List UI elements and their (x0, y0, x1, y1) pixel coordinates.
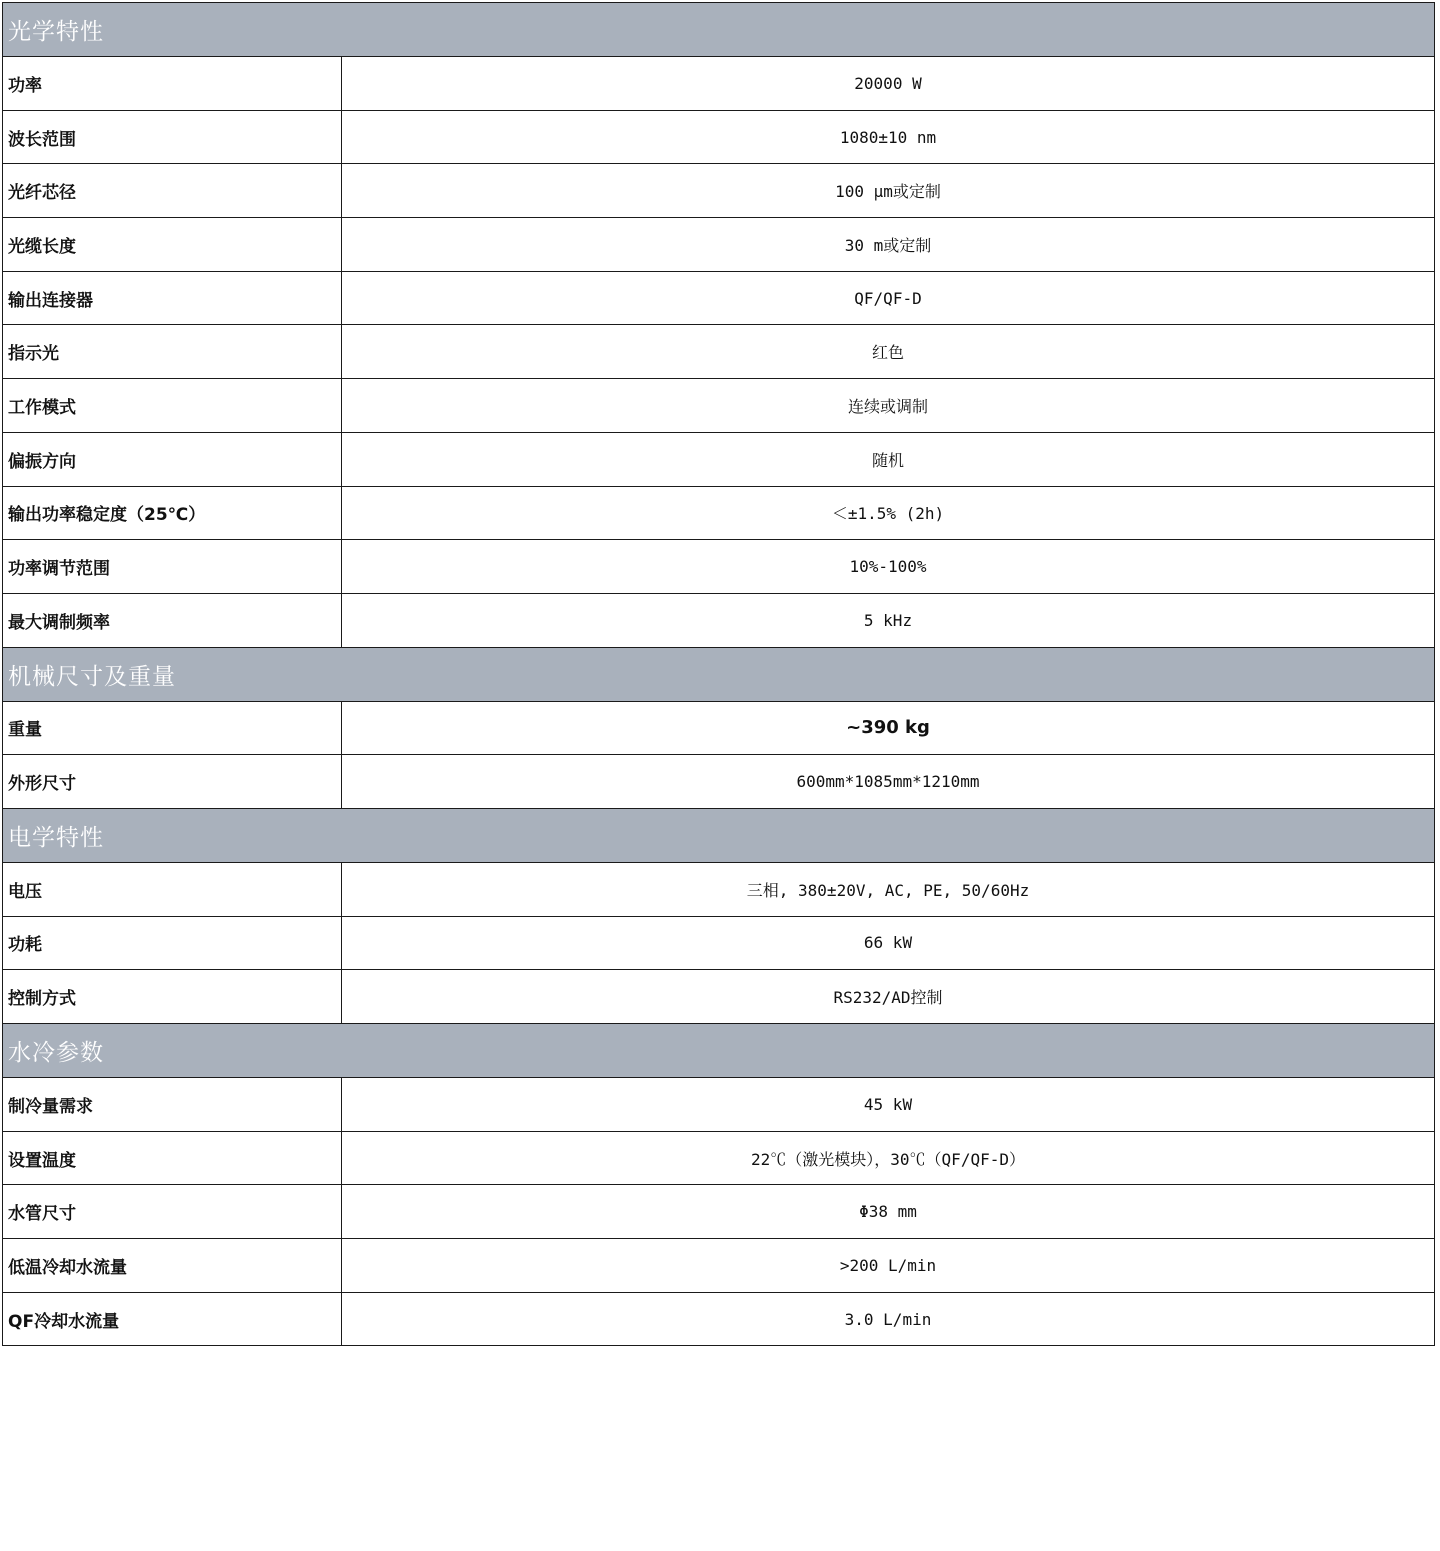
row-label: 低温冷却水流量 (3, 1239, 342, 1292)
table-row (3, 57, 1434, 111)
row-label: 重量 (3, 702, 342, 755)
row-value: 5 kHz (863, 610, 913, 630)
row-label: 水管尺寸 (3, 1185, 342, 1238)
table-row (3, 1293, 1434, 1347)
table-row (3, 970, 1434, 1024)
row-value: ＜±1.5% (2h) (831, 504, 945, 524)
table-row (3, 1239, 1434, 1293)
table-row (3, 379, 1434, 433)
table-row (3, 325, 1434, 379)
row-value: 100 μm或定制 (835, 182, 941, 202)
row-value: 连续或调制 (847, 396, 928, 416)
table-row (3, 917, 1434, 971)
row-value: >200 L/min (839, 1255, 937, 1275)
row-label: 指示光 (3, 325, 342, 378)
table-row (3, 863, 1434, 917)
table-row (3, 272, 1434, 326)
row-value: 随机 (871, 450, 904, 470)
row-label: 电压 (3, 863, 342, 916)
table-row (3, 1078, 1434, 1132)
row-value: 3.0 L/min (844, 1309, 932, 1329)
row-value: ~390 kg (846, 717, 930, 739)
row-value: 1080±10 nm (839, 127, 937, 147)
table-row (3, 111, 1434, 165)
row-label: 功耗 (3, 917, 342, 970)
row-value: 10%-100% (849, 557, 927, 577)
row-value: 600mm*1085mm*1210mm (796, 772, 980, 792)
row-value: 20000 W (854, 73, 922, 93)
section-header-mechanical: 机械尺寸及重量 (3, 648, 1434, 702)
row-label: 设置温度 (3, 1132, 342, 1185)
row-value: 红色 (871, 343, 904, 363)
table-row (3, 487, 1434, 541)
section-header-cooling: 水冷参数 (3, 1024, 1434, 1078)
row-label: QF冷却水流量 (3, 1293, 342, 1346)
row-value: 66 kW (863, 933, 913, 953)
table-row (3, 1132, 1434, 1186)
row-value: 30 m或定制 (844, 235, 932, 255)
table-row (3, 164, 1434, 218)
row-value: QF/QF-D (854, 288, 922, 308)
row-label: 光缆长度 (3, 218, 342, 271)
section-header-electrical: 电学特性 (3, 809, 1434, 863)
row-label: 输出连接器 (3, 272, 342, 325)
table-row (3, 594, 1434, 648)
row-value: RS232/AD控制 (833, 988, 943, 1008)
row-label: 光纤芯径 (3, 164, 342, 217)
row-label: 功率 (3, 57, 342, 110)
row-label: 偏振方向 (3, 433, 342, 486)
row-label: 功率调节范围 (3, 540, 342, 593)
table-row (3, 1185, 1434, 1239)
row-label: 输出功率稳定度（25℃） (3, 487, 342, 540)
row-value: Φ38 mm (859, 1202, 917, 1222)
table-row (3, 433, 1434, 487)
table-row (3, 540, 1434, 594)
row-label: 工作模式 (3, 379, 342, 432)
spec-table (2, 2, 1435, 1346)
row-label: 波长范围 (3, 111, 342, 164)
table-row (3, 218, 1434, 272)
row-value: 22℃（激光模块），30℃（QF/QF-D） (751, 1149, 1025, 1169)
row-label: 最大调制频率 (3, 594, 342, 647)
row-value: 45 kW (863, 1094, 913, 1114)
row-label: 控制方式 (3, 970, 342, 1023)
table-row (3, 702, 1434, 756)
row-label: 外形尺寸 (3, 755, 342, 808)
table-row (3, 755, 1434, 809)
section-header-optical: 光学特性 (3, 3, 1434, 57)
row-value: 三相, 380±20V, AC, PE, 50/60Hz (746, 880, 1030, 900)
row-label: 制冷量需求 (3, 1078, 342, 1131)
